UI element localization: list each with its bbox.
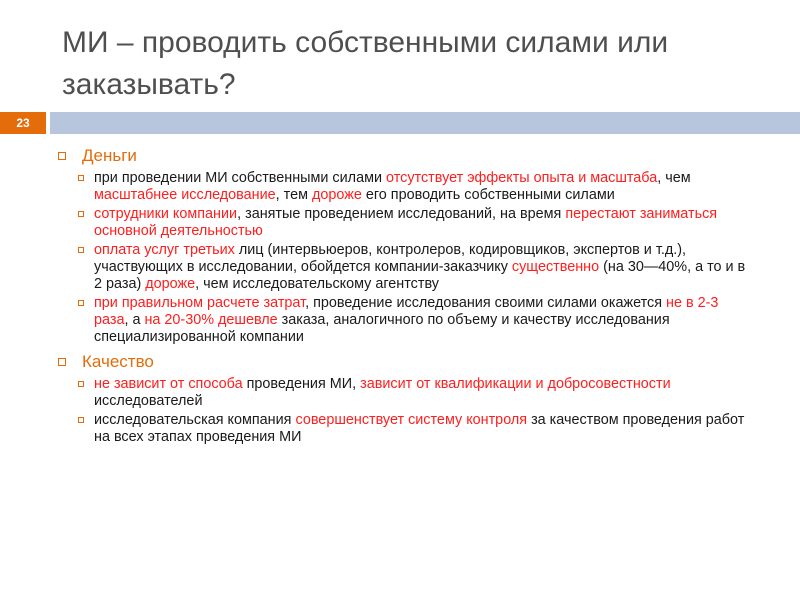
list-item-text	[94, 376, 756, 410]
highlighted-text: не зависит от способа	[94, 376, 243, 392]
header-rule	[50, 112, 800, 134]
list-item	[78, 242, 756, 293]
text-segment: лиц (интервьюеров, контролеров, кодировщиков, экспертов и т.д.), участвующих в исследовании, обойдется компании-заказчику	[94, 242, 687, 275]
text-segment: заказа, аналогичного по объему и качеству исследования специализированной компании	[94, 312, 670, 345]
text-segment: его проводить собственными силами	[361, 187, 615, 203]
highlighted-text: зависит от квалификации и добросовестности	[360, 376, 671, 392]
square-bullet-icon	[78, 211, 84, 217]
highlighted-text: перестают заниматься основной деятельностью	[94, 206, 718, 239]
list-item-text	[94, 295, 756, 346]
slide-number-badge: 23	[0, 112, 46, 134]
highlighted-text: совершенствует систему контроля	[295, 412, 528, 428]
section-heading-text: Качество	[82, 352, 154, 371]
list-item	[78, 412, 756, 446]
highlighted-text: при правильном расчете затрат	[94, 295, 306, 311]
highlighted-text: на 20-30% дешевле	[144, 312, 278, 328]
list-item-text	[94, 412, 756, 446]
highlighted-text: дороже	[311, 187, 362, 203]
text-segment: , чем	[657, 170, 691, 186]
highlighted-text: отсутствует эффекты опыта и масштаба	[386, 170, 658, 186]
text-segment: проведения МИ,	[242, 376, 361, 392]
highlighted-text: масштабнее исследование	[94, 187, 276, 203]
highlighted-text: существенно	[511, 259, 600, 275]
square-bullet-icon	[78, 381, 84, 387]
section-heading	[56, 146, 756, 166]
list-item	[78, 170, 756, 204]
square-bullet-icon	[78, 247, 84, 253]
text-segment: , чем исследовательскому агентству	[195, 276, 439, 292]
highlighted-text: дороже	[145, 276, 196, 292]
section-heading	[56, 352, 756, 372]
highlighted-text: сотрудники компании	[94, 206, 238, 222]
list-item	[78, 206, 756, 240]
text-segment: исследователей	[94, 393, 203, 409]
list-item	[78, 376, 756, 410]
list-item-text	[94, 170, 756, 204]
square-bullet-icon	[58, 152, 66, 160]
section-money	[56, 146, 756, 346]
text-segment: , тем	[275, 187, 312, 203]
text-segment: при проведении МИ собственными силами	[94, 170, 387, 186]
slide-title: МИ – проводить собственными силами или заказывать?	[62, 26, 669, 101]
square-bullet-icon	[78, 175, 84, 181]
text-segment: , проведение исследования своими силами окажется	[305, 295, 667, 311]
slide-content	[56, 146, 756, 452]
text-segment: исследовательская компания	[94, 412, 296, 428]
highlighted-text: не в 2-3 раза	[94, 295, 719, 328]
section-quality	[56, 352, 756, 446]
list-item-text	[94, 206, 756, 240]
square-bullet-icon	[78, 300, 84, 306]
section-heading-text: Деньги	[82, 146, 137, 165]
text-segment: , занятые проведением исследований, на время	[237, 206, 566, 222]
list-item	[78, 295, 756, 346]
square-bullet-icon	[78, 417, 84, 423]
square-bullet-icon	[58, 358, 66, 366]
text-segment: (на 30—40%, а то и в 2 раза)	[94, 259, 746, 292]
text-segment: за качеством проведения работ на всех этапах проведения МИ	[94, 412, 745, 445]
list-item-text	[94, 242, 756, 293]
text-segment: , а	[124, 312, 145, 328]
highlighted-text: оплата услуг третьих	[94, 242, 235, 258]
